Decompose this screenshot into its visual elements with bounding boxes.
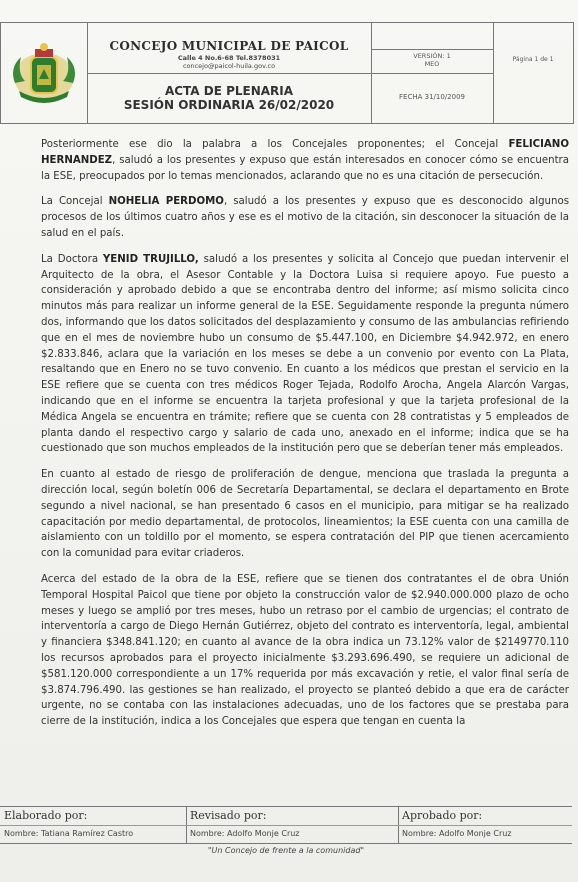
revisado-label: Revisado por: — [186, 807, 398, 826]
council-name: CONCEJO MUNICIPAL DE PAICOL — [109, 39, 349, 53]
signature-footer — [0, 806, 572, 857]
acta-title: ACTA DE PLENARIA — [164, 84, 294, 98]
paragraph-yenid: La Doctora YENID TRUJILLO, saludó a los presentes y solicita al Concejo que puedan intervenir el Arquitecto de la obra, el Asesor Contable y la Doctora Luisa si requiere apoyo. Fue puesto a consideración y aprobado debido a que se encontraba dentro del informe; así mismo solicita cinco minutos más para realizar un informe general de la ESE. Seguidamente responde la pregunta número dos, informando que los datos solicitados del desplazamiento y consumo de las ambulancias refiriendo que en el mes de noviembre hubo un consumo de $5.447.100, en Diciembre $4.942.972, en enero $2.833.846, aclara que la variación en los meses se debe a un convenio por evento con La Plata, resaltando que en Enero no se tuvo convenio. En cuanto a los médicos que prestan el servicio en la ESE refiere que se cuenta con tres médicos Roger Tejada, Rodolfo Arocha, Angela Alarcón Vargas, indicando que en el informe se encuentra la tarjeta profesional y que la tarjeta profesional de la Médica Angela se encuentra en trámite; refiere que se cuenta con 28 contratistas y 5 empleados de planta dando el respectivo cargo y salario de cada uno, anexado en el informe; indica que se ha cuestionado que son muchos empleados de la institución pero que se deberían tener más empleados. — [41, 253, 570, 455]
header-blank-cell — [371, 23, 494, 50]
council-address: Calle 4 No.6-68 Tel.8378031 — [177, 54, 281, 62]
session-title: SESIÓN ORDINARIA 26/02/2020 — [123, 98, 335, 112]
council-title-cell — [87, 23, 372, 74]
minutes-body — [41, 137, 569, 740]
aprobado-label: Aprobado por: — [398, 807, 572, 826]
council-email: concejo@paicol-huila.gov.co — [182, 62, 276, 70]
date-cell — [371, 73, 494, 123]
elaborado-name: Nombre: Tatiana Ramírez Castro — [4, 829, 134, 838]
version-cell — [371, 49, 494, 74]
page-number: Página 1 de 1 — [512, 56, 554, 63]
revisado-name: Nombre: Adolfo Monje Cruz — [190, 829, 300, 838]
paragraph-dengue: En cuanto al estado de riesgo de proliferación de dengue, menciona que traslada la pregunta a dirección local, según boletín 006 de Secretaría Departamental, se declara el departamento en Brote segundo a nivel nacional, se han presentado 6 casos en el municipio, para mitigar se ha realizado capacitación por medio departamental, de protocolos, lineamientos; la ESE cuenta con una camilla de aislamiento con un toldillo por el momento, se espera contratación del PIP que tienen acercamiento con la comunidad para evitar criaderos. — [41, 469, 569, 560]
aprobado-name: Nombre: Adolfo Monje Cruz — [402, 829, 512, 838]
council-slogan: "Un Concejo de frente a la comunidad" — [0, 843, 572, 858]
document-date: FECHA 31/10/2009 — [399, 93, 465, 101]
revisado-cell — [186, 807, 399, 843]
paragraph-nohelia: La Concejal NOHELIA PERDOMO, saludó a los presentes y expuso que es desconocido algunos procesos de los últimos cuatro años y ese es el motivo de la citación, sin desconocer la situación de la salud en el país. — [41, 196, 569, 239]
speaker-name: NOHELIA PERDOMO — [108, 196, 224, 208]
acta-title-cell — [87, 73, 372, 123]
speaker-name: FELICIANO HERNANDEZ — [41, 139, 569, 166]
elaborado-label: Elaborado por: — [0, 807, 186, 826]
paicol-seal-icon — [1, 23, 87, 123]
document-header — [0, 22, 574, 124]
aprobado-cell — [398, 807, 572, 843]
speaker-name: YENID TRUJILLO, — [102, 253, 199, 265]
version-code: MEO — [424, 60, 440, 68]
version-label: VERSIÓN: 1 — [413, 52, 451, 60]
elaborado-cell — [0, 807, 187, 843]
logo-cell — [1, 23, 88, 123]
paragraph-obra: Acerca del estado de la obra de la ESE, refiere que se tienen dos contratantes el de obra Unión Temporal Hospital Paicol que tiene por objeto la construcción valor de $2.940.000.000 plazo de ocho meses y luego se amplió por tres meses, hubo un retraso por el cambio de urgencias; el contrato de interventoría a cargo de Diego Hernán Gutiérrez, objeto del contrato es interventoría, legal, ambiental y financiera $348.841.120; en cuanto al avance de la obra indica un 73.12% valor de $2149770.110 los recursos aprobados para el proyecto inicialmente $3.293.696.490, se requiere un adicional de $581.120.000 correspondiente a un 17% requerida por más excavación y retie, el valor final sería de $3.874.796.490. las gestiones se han realizado, el proyecto se planteó debido a que era de carácter urgente, no se contaba con las instalaciones adecuadas, uno de los factores que se prestaba para cierre de la institución, indica a los Concejales que espera que tengan en cuenta la — [41, 573, 569, 728]
paragraph-feliciano: Posteriormente ese dio la palabra a los Concejales proponentes; el Concejal FELICIANO HERNANDEZ, saludó a los presentes y expuso que están interesados en conocer cómo se encuentra la ESE, preocupados por lo temas mencionados, aclarando que no es una citación de persecución. — [41, 139, 569, 182]
